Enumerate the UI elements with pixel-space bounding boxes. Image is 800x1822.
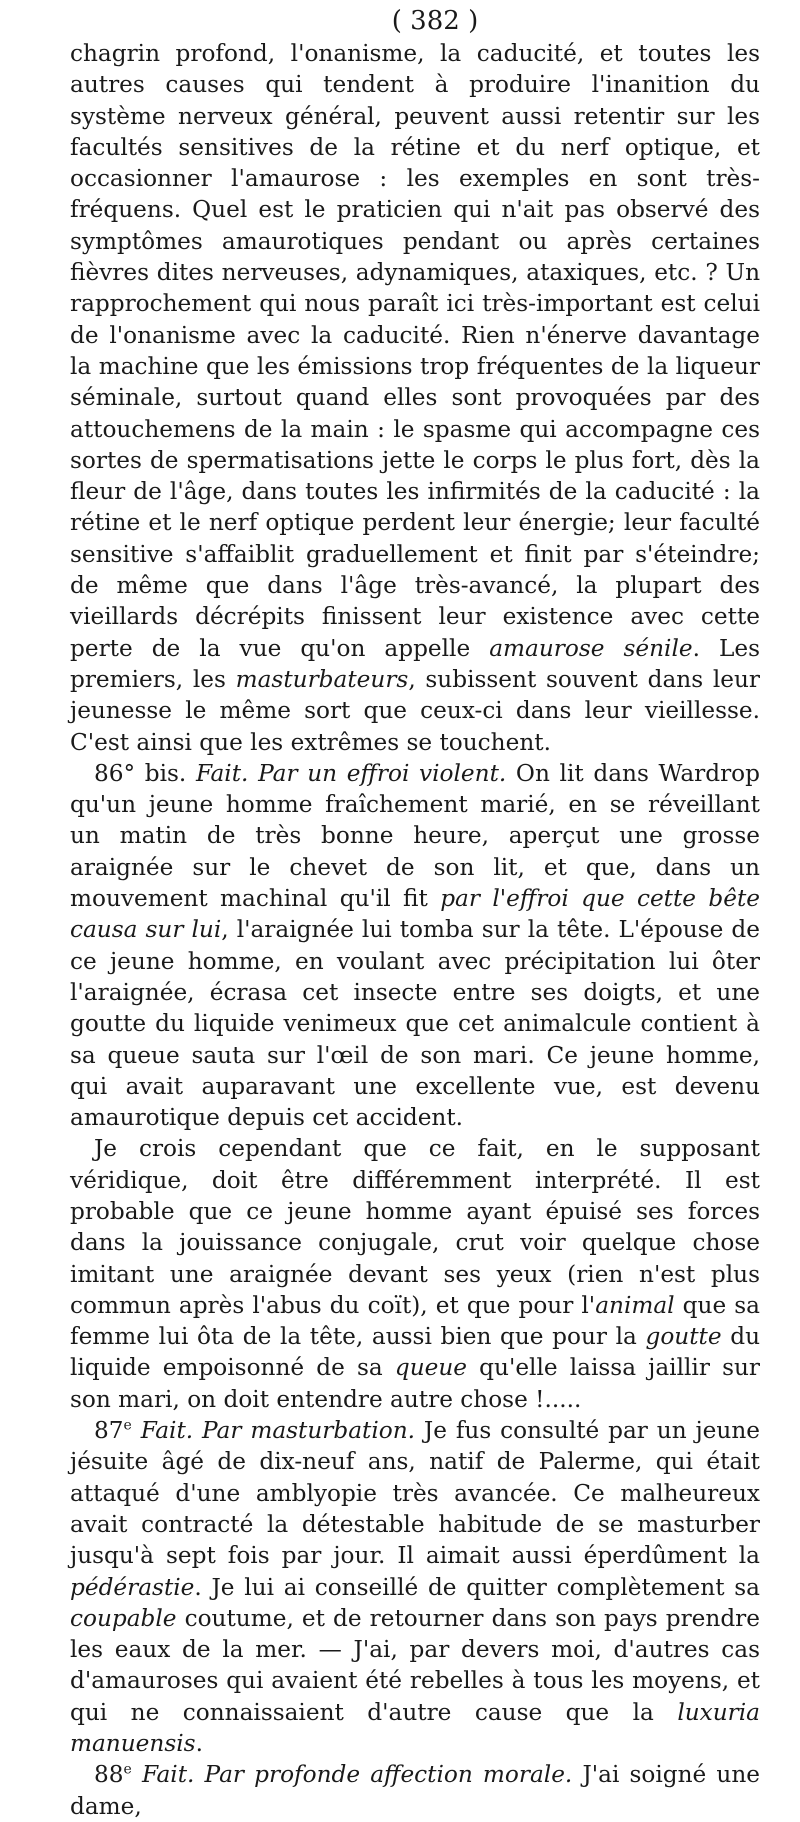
italic-text-run: animal bbox=[595, 1291, 675, 1319]
superscript-run: e bbox=[123, 1417, 132, 1434]
text-run bbox=[132, 1417, 141, 1444]
italic-text-run: amaurose sénile bbox=[489, 634, 693, 662]
italic-text-run: queue bbox=[394, 1354, 468, 1382]
text-run: , subissent souvent dans leur jeunesse le même sort que ceux-ci dans leur vieillesse. C'est ainsi que les extrêmes se touchent. bbox=[70, 665, 760, 756]
paragraph-fait-88 bbox=[70, 1759, 760, 1822]
text-run bbox=[132, 1761, 142, 1788]
text-run: Je crois cependant que ce fait, en le supposant véridique, doit être différemment interprété. Il est probable que ce jeune homme ayant épuisé ses forces dans la jouissance conjugale, crut voir quelque chose imitant une araignée devant ses yeux (rien n'est plus commun après l'abus du coït), et que pour l' bbox=[70, 1135, 760, 1319]
italic-text-run: luxuria manuensis bbox=[70, 1698, 760, 1758]
italic-text-run: par l'effroi que cette bête causa sur lui bbox=[70, 885, 760, 944]
paragraph-fait-87 bbox=[70, 1415, 760, 1759]
text-run: J'ai soigné une dame, bbox=[70, 1761, 761, 1820]
book-page bbox=[0, 6, 800, 1820]
text-run: chagrin profond, l'onanisme, la caducité, et toutes les autres causes qui tendent à produire l'inanition du système nerveux général, peuvent aussi retentir sur les facultés sensitives de la rétine et du nerf optique, et occasionner l'amaurose : les exemples en sont très-fréquens. Quel est le praticien qui n'ait pas observé des symptômes amaurotiques pendant ou après certaines fièvres dites nerveuses, adynamiques, ataxiques, etc. ? Un rapprochement qui nous paraît ici très-important est celui de l'onanisme avec la caducité. Rien n'énerve davantage la machine que les émissions trop fréquentes de la liqueur séminale, surtout quand elles sont provoquées par des attouchemens de la main : le spasme qui accompagne ces sortes de spermatisations jette le corps le plus fort, dès la fleur de l'âge, dans toutes les infirmités de la caducité : la rétine et le nerf optique perdent leur énergie; leur faculté sensitive s'affaiblit graduellement et finit par s'éteindre; de même que dans l'âge très-avancé, la plupart des vieillards décrépits finissent leur existence avec cette perte de la vue qu'on appelle bbox=[70, 40, 760, 662]
text-run: coutume, et de retourner dans son pays prendre les eaux de la mer. — J'ai, par devers moi, d'autres cas d'amauroses qui avaient été rebelles à tous les moyens, et qui ne connaissaient d'autre cause que la bbox=[70, 1604, 760, 1726]
italic-text-run: masturbateurs bbox=[235, 665, 409, 693]
text-run: 87 bbox=[94, 1417, 124, 1445]
italic-text-run: coupable bbox=[70, 1604, 177, 1632]
italic-text-run: goutte bbox=[645, 1323, 722, 1351]
text-run: , l'araignée lui tomba sur la tête. L'épouse de ce jeune homme, en voulant avec précipitation lui ôter l'araignée, écrasa cet insecte entre ses doigts, et une goutte du liquide venimeux que cet animalcule contient à sa queue sauta sur l'œil de son mari. Ce jeune homme, qui avait auparavant une excellente vue, est devenu amaurotique depuis cet accident. bbox=[70, 916, 760, 1132]
body-text bbox=[70, 38, 760, 1822]
italic-text-run: Fait. Par profonde affection morale. bbox=[141, 1761, 573, 1789]
text-run: . Les premiers, les bbox=[70, 634, 761, 693]
italic-text-run: pédérastie bbox=[70, 1573, 195, 1601]
paragraph-commentary bbox=[70, 1133, 760, 1415]
text-run: qu'elle laissa jaillir sur son mari, on doit entendre autre chose !..... bbox=[70, 1354, 760, 1413]
paragraph-fait-86-bis bbox=[70, 758, 760, 1134]
text-run: du liquide empoisonné de sa bbox=[70, 1323, 760, 1382]
paragraph-continuation bbox=[70, 38, 760, 758]
page-number: ( 382 ) bbox=[391, 6, 479, 36]
text-run: . bbox=[195, 1730, 203, 1758]
italic-text-run: Fait. Par masturbation. bbox=[140, 1417, 416, 1445]
text-run: 86° bis. bbox=[94, 759, 196, 787]
superscript-run: e bbox=[123, 1761, 132, 1778]
italic-text-run: Fait. Par un effroi violent. bbox=[195, 759, 507, 787]
text-run: Je fus consulté par un jeune jésuite âgé de dix-neuf ans, natif de Palerme, qui était attaqué d'une amblyopie très avancée. Ce malheureux avait contracté la détestable habitude de se masturber jusqu'à sept fois par jour. Il aimait aussi éperdûment la bbox=[70, 1417, 760, 1570]
text-run: . Je lui ai conseillé de quitter complètement sa bbox=[194, 1573, 760, 1601]
text-run: que sa femme lui ôta de la tête, aussi bien que pour la bbox=[70, 1291, 760, 1351]
text-run: 88 bbox=[94, 1761, 124, 1789]
text-run: On lit dans Wardrop qu'un jeune homme fraîchement marié, en se réveillant un matin de très bonne heure, aperçut une grosse araignée sur le chevet de son lit, et que, dans un mouvement machinal qu'il fit bbox=[70, 759, 760, 913]
